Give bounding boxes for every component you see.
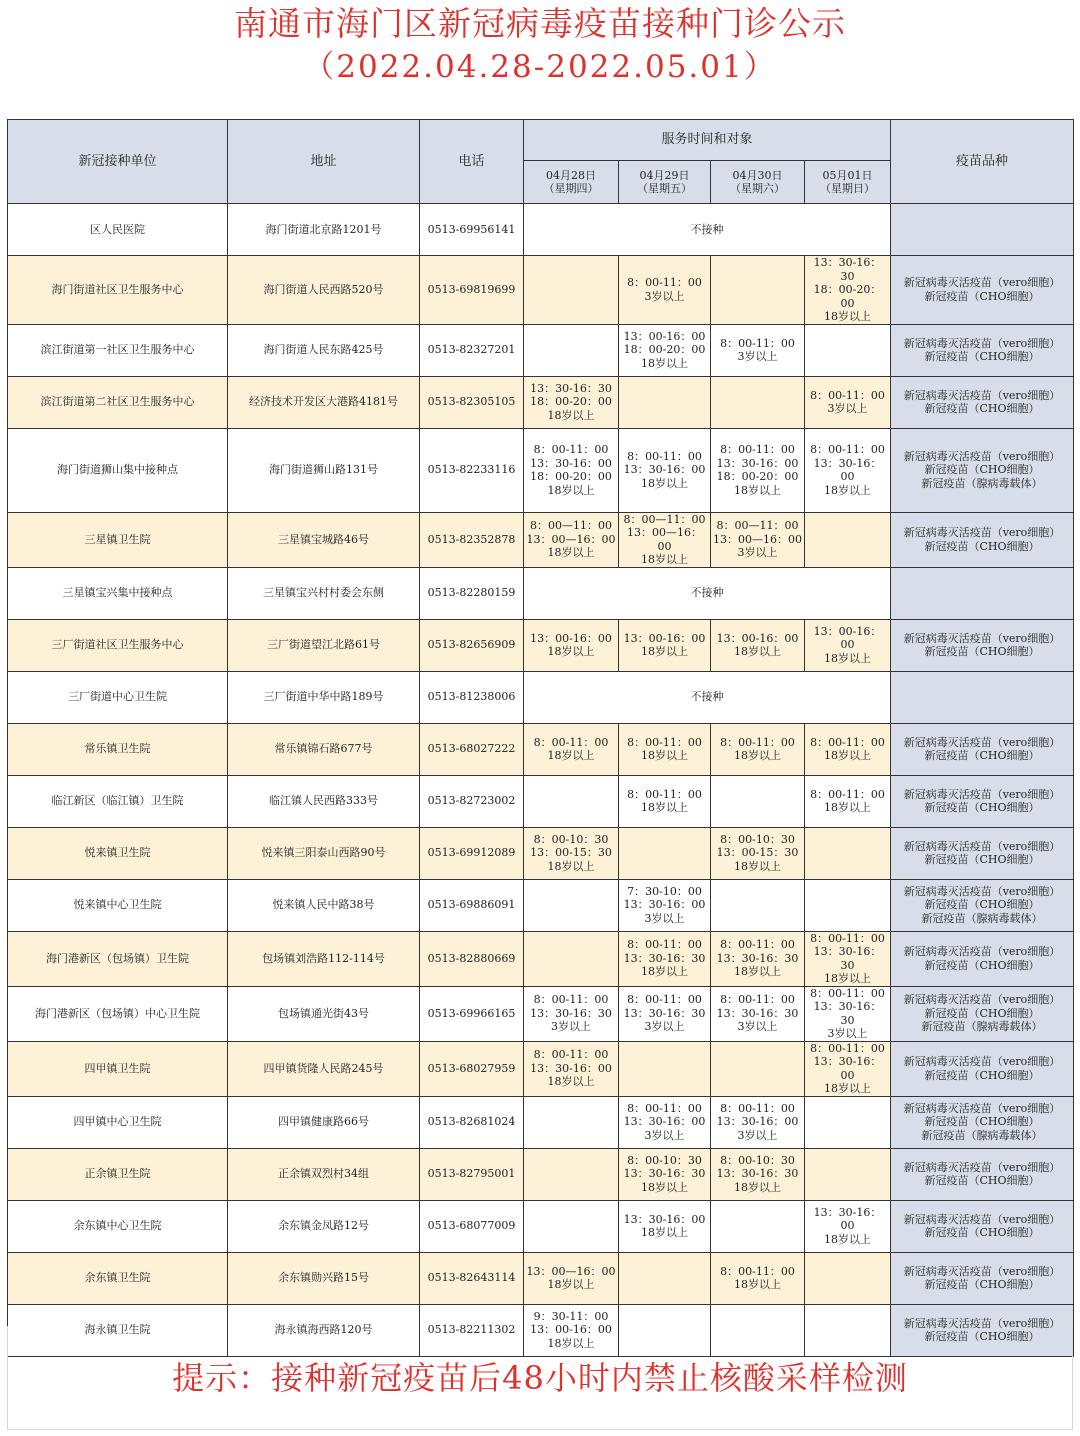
table-row	[8, 256, 1074, 325]
cell-day-3	[711, 256, 805, 325]
cell-address: 海永镇海西路120号	[228, 1304, 420, 1356]
cell-unit: 滨江街道第一社区卫生服务中心	[8, 324, 228, 376]
table-row	[8, 879, 1074, 931]
cell-address: 悦来镇三阳泰山西路90号	[228, 827, 420, 879]
table-row	[8, 376, 1074, 428]
cell-day-3: 8：00-11：00 13：30-16：30 18岁以上	[711, 931, 805, 986]
cell-phone: 0513-69966165	[420, 986, 524, 1041]
cell-no-vaccination: 不接种	[524, 671, 891, 723]
cell-unit: 悦来镇卫生院	[8, 827, 228, 879]
cell-address: 包场镇通光街43号	[228, 986, 420, 1041]
cell-day-3: 8：00—11：00 13：00—16：00 3岁以上	[711, 512, 805, 567]
cell-address: 经济技术开发区大港路4181号	[228, 376, 420, 428]
cell-vaccine: 新冠病毒灭活疫苗（vero细胞） 新冠疫苗（CHO细胞） 新冠疫苗（腺病毒载体）	[891, 879, 1074, 931]
cell-day-4: 8：00-11：00 18岁以上	[805, 723, 891, 775]
cell-day-2	[619, 376, 711, 428]
cell-day-2: 8：00-11：00 13：30-16：30 3岁以上	[619, 986, 711, 1041]
cell-day-2: 8：00-10：30 13：30-16：30 18岁以上	[619, 1148, 711, 1200]
cell-unit: 海门街道社区卫生服务中心	[8, 256, 228, 325]
cell-day-1	[524, 1096, 619, 1148]
cell-vaccine: 新冠病毒灭活疫苗（vero细胞） 新冠疫苗（CHO细胞）	[891, 619, 1074, 671]
cell-vaccine: 新冠病毒灭活疫苗（vero细胞） 新冠疫苗（CHO细胞）	[891, 1148, 1074, 1200]
cell-address: 悦来镇人民中路38号	[228, 879, 420, 931]
cell-phone: 0513-82795001	[420, 1148, 524, 1200]
cell-unit: 三厂街道中心卫生院	[8, 671, 228, 723]
cell-day-2: 13：00-16：00 18岁以上	[619, 619, 711, 671]
cell-day-1	[524, 324, 619, 376]
cell-vaccine: 新冠病毒灭活疫苗（vero细胞） 新冠疫苗（CHO细胞）	[891, 1252, 1074, 1304]
header-day-1: 04月28日 （星期四）	[524, 161, 619, 204]
table-row	[8, 1252, 1074, 1304]
cell-unit: 四甲镇卫生院	[8, 1041, 228, 1096]
cell-vaccine: 新冠病毒灭活疫苗（vero细胞） 新冠疫苗（CHO细胞）	[891, 376, 1074, 428]
cell-address: 常乐镇锦石路677号	[228, 723, 420, 775]
cell-day-4	[805, 1148, 891, 1200]
cell-vaccine: 新冠病毒灭活疫苗（vero细胞） 新冠疫苗（CHO细胞）	[891, 324, 1074, 376]
cell-phone: 0513-82656909	[420, 619, 524, 671]
date-range-subtitle: （2022.04.28-2022.05.01）	[303, 49, 777, 85]
cell-phone: 0513-82643114	[420, 1252, 524, 1304]
cell-vaccine: 新冠病毒灭活疫苗（vero细胞） 新冠疫苗（CHO细胞）	[891, 256, 1074, 325]
cell-day-3: 8：00-11：00 13：30-16：00 3岁以上	[711, 1096, 805, 1148]
table-row	[8, 1041, 1074, 1096]
table-row	[8, 986, 1074, 1041]
table-row	[8, 567, 1074, 619]
cell-day-4: 8：00-11：00 13：30-16：00 18岁以上	[805, 428, 891, 512]
cell-unit: 海门港新区（包场镇）卫生院	[8, 931, 228, 986]
cell-day-1: 13：00-16：00 18岁以上	[524, 619, 619, 671]
cell-day-1	[524, 1148, 619, 1200]
cell-phone: 0513-68077009	[420, 1200, 524, 1252]
cell-vaccine: 新冠病毒灭活疫苗（vero细胞） 新冠疫苗（CHO细胞） 新冠疫苗（腺病毒载体）	[891, 1096, 1074, 1148]
cell-day-4: 8：00-11：00 13：30-16：00 18岁以上	[805, 1041, 891, 1096]
header-service-time: 服务时间和对象	[524, 120, 891, 161]
table-row	[8, 1148, 1074, 1200]
table-row	[8, 723, 1074, 775]
cell-vaccine: 新冠病毒灭活疫苗（vero细胞） 新冠疫苗（CHO细胞）	[891, 775, 1074, 827]
cell-unit: 三星镇卫生院	[8, 512, 228, 567]
cell-day-1: 13：00—16：00 18岁以上	[524, 1252, 619, 1304]
cell-address: 四甲镇健康路66号	[228, 1096, 420, 1148]
cell-day-2: 8：00-11：00 18岁以上	[619, 723, 711, 775]
header-vaccine: 疫苗品种	[891, 120, 1074, 204]
cell-day-1: 8：00-11：00 13：30-16：00 18：00-20：00 18岁以上	[524, 428, 619, 512]
cell-day-4: 13：30-16：30 18：00-20：00 18岁以上	[805, 256, 891, 325]
cell-vaccine: 新冠病毒灭活疫苗（vero细胞） 新冠疫苗（CHO细胞）	[891, 512, 1074, 567]
table-row	[8, 512, 1074, 567]
cell-phone: 0513-68027959	[420, 1041, 524, 1096]
cell-phone: 0513-69956141	[420, 204, 524, 256]
cell-no-vaccination: 不接种	[524, 204, 891, 256]
cell-day-2: 8：00-11：00 3岁以上	[619, 256, 711, 325]
cell-day-2	[619, 1252, 711, 1304]
cell-day-4	[805, 512, 891, 567]
header-phone: 电话	[420, 120, 524, 204]
cell-day-4	[805, 879, 891, 931]
cell-unit: 滨江街道第二社区卫生服务中心	[8, 376, 228, 428]
cell-unit: 临江新区（临江镇）卫生院	[8, 775, 228, 827]
cell-day-1: 9：30-11：00 13：00-16：00 18岁以上	[524, 1304, 619, 1356]
cell-address: 四甲镇货隆人民路245号	[228, 1041, 420, 1096]
cell-address: 三星镇宝兴村村委会东侧	[228, 567, 420, 619]
cell-vaccine: 新冠病毒灭活疫苗（vero细胞） 新冠疫苗（CHO细胞）	[891, 1304, 1074, 1356]
cell-unit: 余东镇卫生院	[8, 1252, 228, 1304]
cell-address: 海门街道狮山路131号	[228, 428, 420, 512]
cell-day-1	[524, 1200, 619, 1252]
cell-day-3	[711, 879, 805, 931]
cell-day-4	[805, 1252, 891, 1304]
cell-address: 余东镇金凤路12号	[228, 1200, 420, 1252]
cell-day-2: 13：30-16：00 18岁以上	[619, 1200, 711, 1252]
cell-phone: 0513-82211302	[420, 1304, 524, 1356]
footer-tip: 提示：接种新冠疫苗后48小时内禁止核酸采样检测	[172, 1359, 908, 1397]
cell-day-2: 8：00-11：00 13：30-16：00 3岁以上	[619, 1096, 711, 1148]
cell-phone: 0513-82352878	[420, 512, 524, 567]
cell-address: 正余镇双烈村34组	[228, 1148, 420, 1200]
cell-day-2	[619, 827, 711, 879]
cell-day-3: 8：00-11：00 18岁以上	[711, 1252, 805, 1304]
cell-phone: 0513-82327201	[420, 324, 524, 376]
cell-day-3: 8：00-11：00 13：30-16：30 3岁以上	[711, 986, 805, 1041]
table-row	[8, 827, 1074, 879]
cell-unit: 三厂街道社区卫生服务中心	[8, 619, 228, 671]
cell-vaccine: 新冠病毒灭活疫苗（vero细胞） 新冠疫苗（CHO细胞）	[891, 723, 1074, 775]
cell-address: 海门街道人民东路425号	[228, 324, 420, 376]
cell-phone: 0513-82681024	[420, 1096, 524, 1148]
cell-vaccine: 新冠病毒灭活疫苗（vero细胞） 新冠疫苗（CHO细胞） 新冠疫苗（腺病毒载体）	[891, 986, 1074, 1041]
cell-day-1	[524, 256, 619, 325]
table-row	[8, 1096, 1074, 1148]
header-address: 地址	[228, 120, 420, 204]
cell-day-4: 13：30-16：00 18岁以上	[805, 1200, 891, 1252]
cell-day-2: 8：00—11：00 13：00—16：00 18岁以上	[619, 512, 711, 567]
cell-vaccine	[891, 567, 1074, 619]
cell-address: 海门街道人民西路520号	[228, 256, 420, 325]
cell-phone: 0513-69912089	[420, 827, 524, 879]
cell-address: 包场镇刘浩路112-114号	[228, 931, 420, 986]
cell-day-4	[805, 1096, 891, 1148]
cell-unit: 三星镇宝兴集中接种点	[8, 567, 228, 619]
cell-day-3	[711, 1041, 805, 1096]
cell-day-1: 8：00-11：00 13：30-16：30 3岁以上	[524, 986, 619, 1041]
cell-day-2: 13：00-16：00 18：00-20：00 18岁以上	[619, 324, 711, 376]
cell-day-4: 8：00-11：00 3岁以上	[805, 376, 891, 428]
cell-vaccine: 新冠病毒灭活疫苗（vero细胞） 新冠疫苗（CHO细胞）	[891, 1200, 1074, 1252]
cell-address: 海门街道北京路1201号	[228, 204, 420, 256]
cell-unit: 四甲镇中心卫生院	[8, 1096, 228, 1148]
cell-vaccine: 新冠病毒灭活疫苗（vero细胞） 新冠疫苗（CHO细胞）	[891, 1041, 1074, 1096]
header-unit: 新冠接种单位	[8, 120, 228, 204]
header-day-2: 04月29日 （星期五）	[619, 161, 711, 204]
cell-day-2: 8：00-11：00 13：30-16：30 18岁以上	[619, 931, 711, 986]
cell-day-1	[524, 775, 619, 827]
header-day-4: 05月01日 （星期日）	[805, 161, 891, 204]
cell-day-1	[524, 931, 619, 986]
cell-unit: 余东镇中心卫生院	[8, 1200, 228, 1252]
cell-day-3	[711, 1200, 805, 1252]
table-row	[8, 204, 1074, 256]
cell-day-3: 8：00-11：00 13：30-16：00 18：00-20：00 18岁以上	[711, 428, 805, 512]
cell-day-1: 8：00-11：00 13：30-16：00 18岁以上	[524, 1041, 619, 1096]
cell-day-3	[711, 775, 805, 827]
table-row	[8, 671, 1074, 723]
table-row	[8, 324, 1074, 376]
cell-vaccine	[891, 671, 1074, 723]
cell-unit: 海门港新区（包场镇）中心卫生院	[8, 986, 228, 1041]
cell-unit: 悦来镇中心卫生院	[8, 879, 228, 931]
cell-day-4	[805, 324, 891, 376]
cell-day-4: 8：00-11：00 13：30-16：30 18岁以上	[805, 931, 891, 986]
cell-day-1: 13：30-16：30 18：00-20：00 18岁以上	[524, 376, 619, 428]
cell-address: 临江镇人民西路333号	[228, 775, 420, 827]
cell-day-4: 13：00-16：00 18岁以上	[805, 619, 891, 671]
cell-day-4: 8：00-11：00 13：30-16：30 3岁以上	[805, 986, 891, 1041]
cell-no-vaccination: 不接种	[524, 567, 891, 619]
cell-address: 三厂街道望江北路61号	[228, 619, 420, 671]
table-row	[8, 619, 1074, 671]
cell-unit: 区人民医院	[8, 204, 228, 256]
cell-vaccine	[891, 204, 1074, 256]
cell-vaccine: 新冠病毒灭活疫苗（vero细胞） 新冠疫苗（CHO细胞）	[891, 931, 1074, 986]
cell-phone: 0513-82880669	[420, 931, 524, 986]
page-title: 南通市海门区新冠病毒疫苗接种门诊公示	[234, 4, 846, 43]
cell-unit: 正余镇卫生院	[8, 1148, 228, 1200]
cell-day-3: 8：00-11：00 3岁以上	[711, 324, 805, 376]
cell-phone: 0513-82723002	[420, 775, 524, 827]
cell-phone: 0513-69886091	[420, 879, 524, 931]
cell-day-4	[805, 827, 891, 879]
cell-day-1: 8：00-11：00 18岁以上	[524, 723, 619, 775]
cell-day-1: 8：00—11：00 13：00—16：00 18岁以上	[524, 512, 619, 567]
cell-day-2	[619, 1041, 711, 1096]
cell-day-2: 7：30-10：00 13：30-16：00 3岁以上	[619, 879, 711, 931]
cell-day-4: 8：00-11：00 18岁以上	[805, 775, 891, 827]
cell-day-3: 8：00-11：00 18岁以上	[711, 723, 805, 775]
cell-phone: 0513-69819699	[420, 256, 524, 325]
cell-day-3: 8：00-10：30 13：30-16：30 18岁以上	[711, 1148, 805, 1200]
header-day-3: 04月30日 （星期六）	[711, 161, 805, 204]
table-row	[8, 1200, 1074, 1252]
cell-phone: 0513-82280159	[420, 567, 524, 619]
cell-day-3: 8：00-10：30 13：00-15：30 18岁以上	[711, 827, 805, 879]
cell-address: 余东镇勋兴路15号	[228, 1252, 420, 1304]
cell-phone: 0513-82233116	[420, 428, 524, 512]
cell-day-2: 8：00-11：00 13：30-16：00 18岁以上	[619, 428, 711, 512]
cell-vaccine: 新冠病毒灭活疫苗（vero细胞） 新冠疫苗（CHO细胞）	[891, 827, 1074, 879]
cell-phone: 0513-68027222	[420, 723, 524, 775]
table-row	[8, 428, 1074, 512]
table-row	[8, 931, 1074, 986]
cell-day-1: 8：00-10：30 13：00-15：30 18岁以上	[524, 827, 619, 879]
cell-unit: 海永镇卫生院	[8, 1304, 228, 1356]
cell-phone: 0513-82305105	[420, 376, 524, 428]
cell-day-3	[711, 376, 805, 428]
cell-day-3: 13：00-16：00 18岁以上	[711, 619, 805, 671]
cell-phone: 0513-81238006	[420, 671, 524, 723]
cell-unit: 海门街道狮山集中接种点	[8, 428, 228, 512]
table-row	[8, 775, 1074, 827]
cell-address: 三星镇宝城路46号	[228, 512, 420, 567]
cell-vaccine: 新冠病毒灭活疫苗（vero细胞） 新冠疫苗（CHO细胞） 新冠疫苗（腺病毒载体）	[891, 428, 1074, 512]
cell-address: 三厂街道中华中路189号	[228, 671, 420, 723]
cell-day-2: 8：00-11：00 18岁以上	[619, 775, 711, 827]
schedule-table	[7, 119, 1074, 1357]
cell-day-1	[524, 879, 619, 931]
cell-unit: 常乐镇卫生院	[8, 723, 228, 775]
